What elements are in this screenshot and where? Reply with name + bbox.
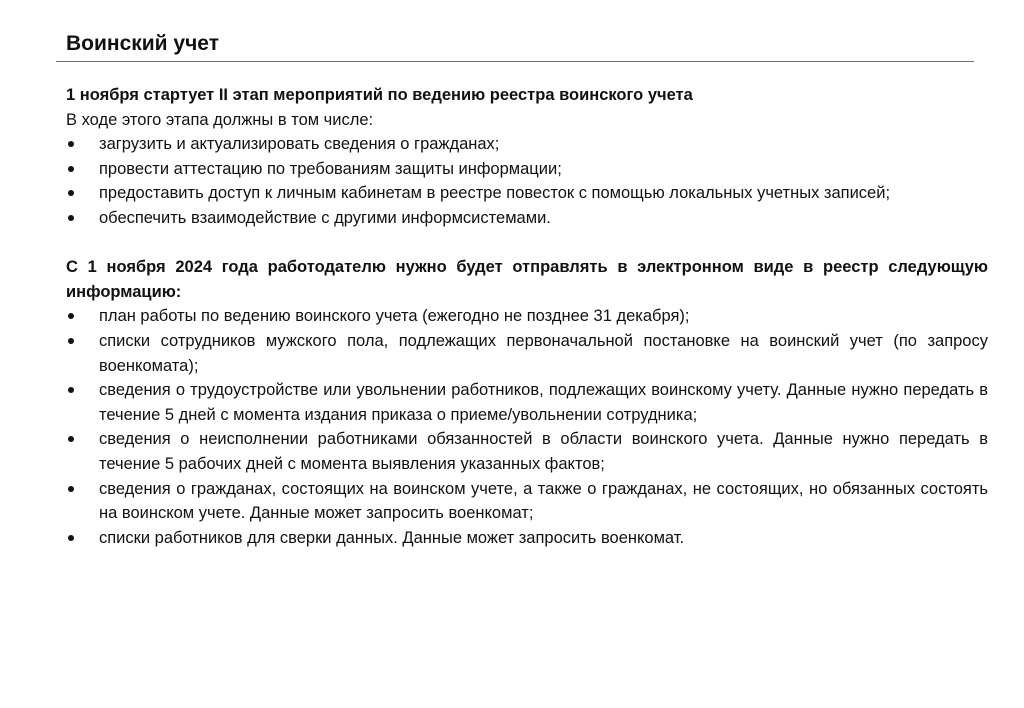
document-body [66, 83, 988, 550]
list-item-text: сведения о трудоустройстве или увольнении работников, подлежащих воинскому учету. Данные нужно передать в течение 5 дней с момента издания приказа о приеме/увольнении сотрудника; [99, 381, 988, 424]
page-title: Воинский учет [66, 32, 219, 55]
list-item-text: загрузить и актуализировать сведения о гражданах; [99, 135, 500, 154]
list-item-text: списки работников для сверки данных. Данные может запросить военкомат. [99, 528, 685, 547]
list-item [66, 329, 988, 378]
list-item [66, 157, 988, 182]
bullet-icon [68, 486, 74, 492]
section2-list [66, 304, 988, 550]
bullet-icon [68, 338, 74, 344]
bullet-icon [68, 313, 74, 319]
list-item [66, 206, 988, 231]
bullet-icon [68, 436, 74, 442]
list-item-text: списки сотрудников мужского пола, подлежащих первоначальной постановке на воинский учет (по запросу военкомата); [99, 331, 988, 375]
list-item-text: сведения о гражданах, состоящих на воинском учете, а также о гражданах, не состоящих, но обязанных состоять на воинском учете. Данные может запросить военкомат; [99, 479, 988, 523]
title-divider [56, 61, 974, 62]
section2-heading: С 1 ноября 2024 года работодателю нужно будет отправлять в электронном виде в реестр следующую информацию: [66, 258, 988, 301]
list-item [66, 427, 988, 476]
section1-list [66, 132, 988, 230]
list-item [66, 378, 988, 427]
list-item-text: план работы по ведению воинского учета (ежегодно не позднее 31 декабря); [99, 307, 690, 326]
list-item-text: обеспечить взаимодействие с другими информсистемами. [99, 208, 551, 227]
section1-intro: В ходе этого этапа должны в том числе: [66, 110, 374, 129]
section-spacer [66, 231, 988, 256]
list-item [66, 477, 988, 526]
bullet-icon [68, 190, 74, 196]
list-item [66, 181, 988, 206]
bullet-icon [68, 387, 74, 393]
list-item-text: сведения о неисполнении работниками обязанностей в области воинского учета. Данные нужно передать в течение 5 рабочих дней с момента выявления указанных фактов; [99, 430, 988, 473]
list-item [66, 132, 988, 157]
bullet-icon [68, 215, 74, 221]
list-item [66, 304, 988, 329]
bullet-icon [68, 141, 74, 147]
list-item-text: провести аттестацию по требованиям защиты информации; [99, 159, 562, 178]
bullet-icon [68, 166, 74, 172]
bullet-icon [68, 535, 74, 541]
list-item-text: предоставить доступ к личным кабинетам в реестре повесток с помощью локальных учетных записей; [99, 184, 891, 203]
list-item [66, 526, 988, 551]
section1-heading: 1 ноября стартует II этап мероприятий по ведению реестра воинского учета [66, 86, 693, 104]
